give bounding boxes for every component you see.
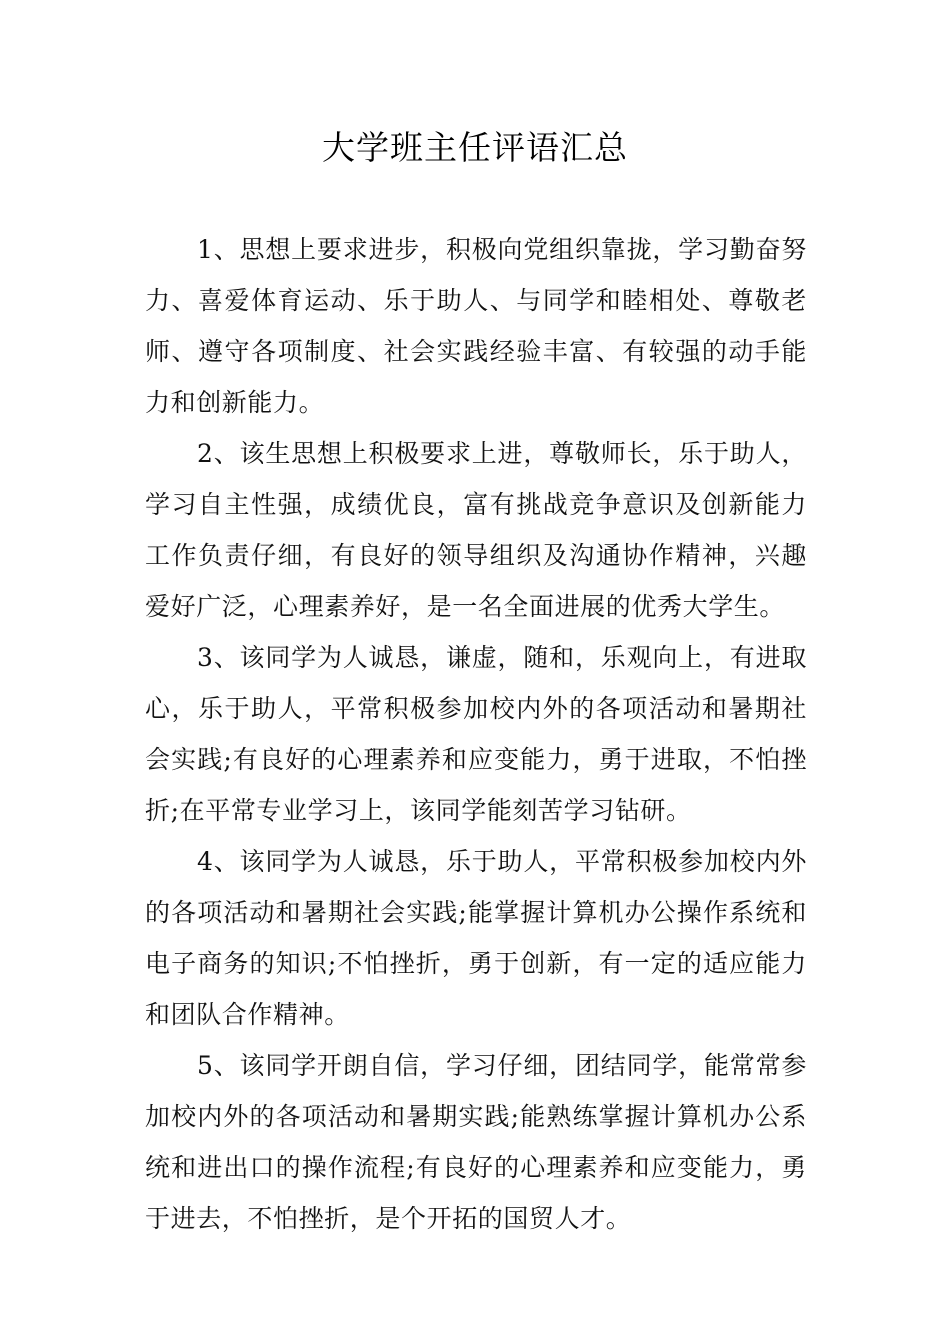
- document-body: [145, 224, 807, 1244]
- comment-paragraph-5: 5、该同学开朗自信，学习仔细，团结同学，能常常参加校内外的各项活动和暑期实践;能熟练掌握计算机办公系统和进出口的操作流程;有良好的心理素养和应变能力，勇于进去，不怕挫折，是个开拓的国贸人才。: [145, 1051, 807, 1233]
- comment-paragraph-1: 1、思想上要求进步，积极向党组织靠拢，学习勤奋努力、喜爱体育运动、乐于助人、与同学和睦相处、尊敬老师、遵守各项制度、社会实践经验丰富、有较强的动手能力和创新能力。: [145, 235, 807, 417]
- comment-paragraph-4: 4、该同学为人诚恳，乐于助人，平常积极参加校内外的各项活动和暑期社会实践;能掌握计算机办公操作系统和电子商务的知识;不怕挫折，勇于创新，有一定的适应能力和团队合作精神。: [145, 847, 807, 1029]
- comment-paragraph-3: 3、该同学为人诚恳，谦虚，随和，乐观向上，有进取心，乐于助人，平常积极参加校内外的各项活动和暑期社会实践;有良好的心理素养和应变能力，勇于进取，不怕挫折;在平常专业学习上，该同学能刻苦学习钻研。: [145, 643, 807, 825]
- comment-paragraph-2: 2、该生思想上积极要求上进，尊敬师长，乐于助人，学习自主性强，成绩优良，富有挑战竞争意识及创新能力工作负责仔细，有良好的领导组织及沟通协作精神，兴趣爱好广泛，心理素养好，是一名全面进展的优秀大学生。: [145, 439, 807, 621]
- document-title: 大学班主任评语汇总: [322, 128, 628, 167]
